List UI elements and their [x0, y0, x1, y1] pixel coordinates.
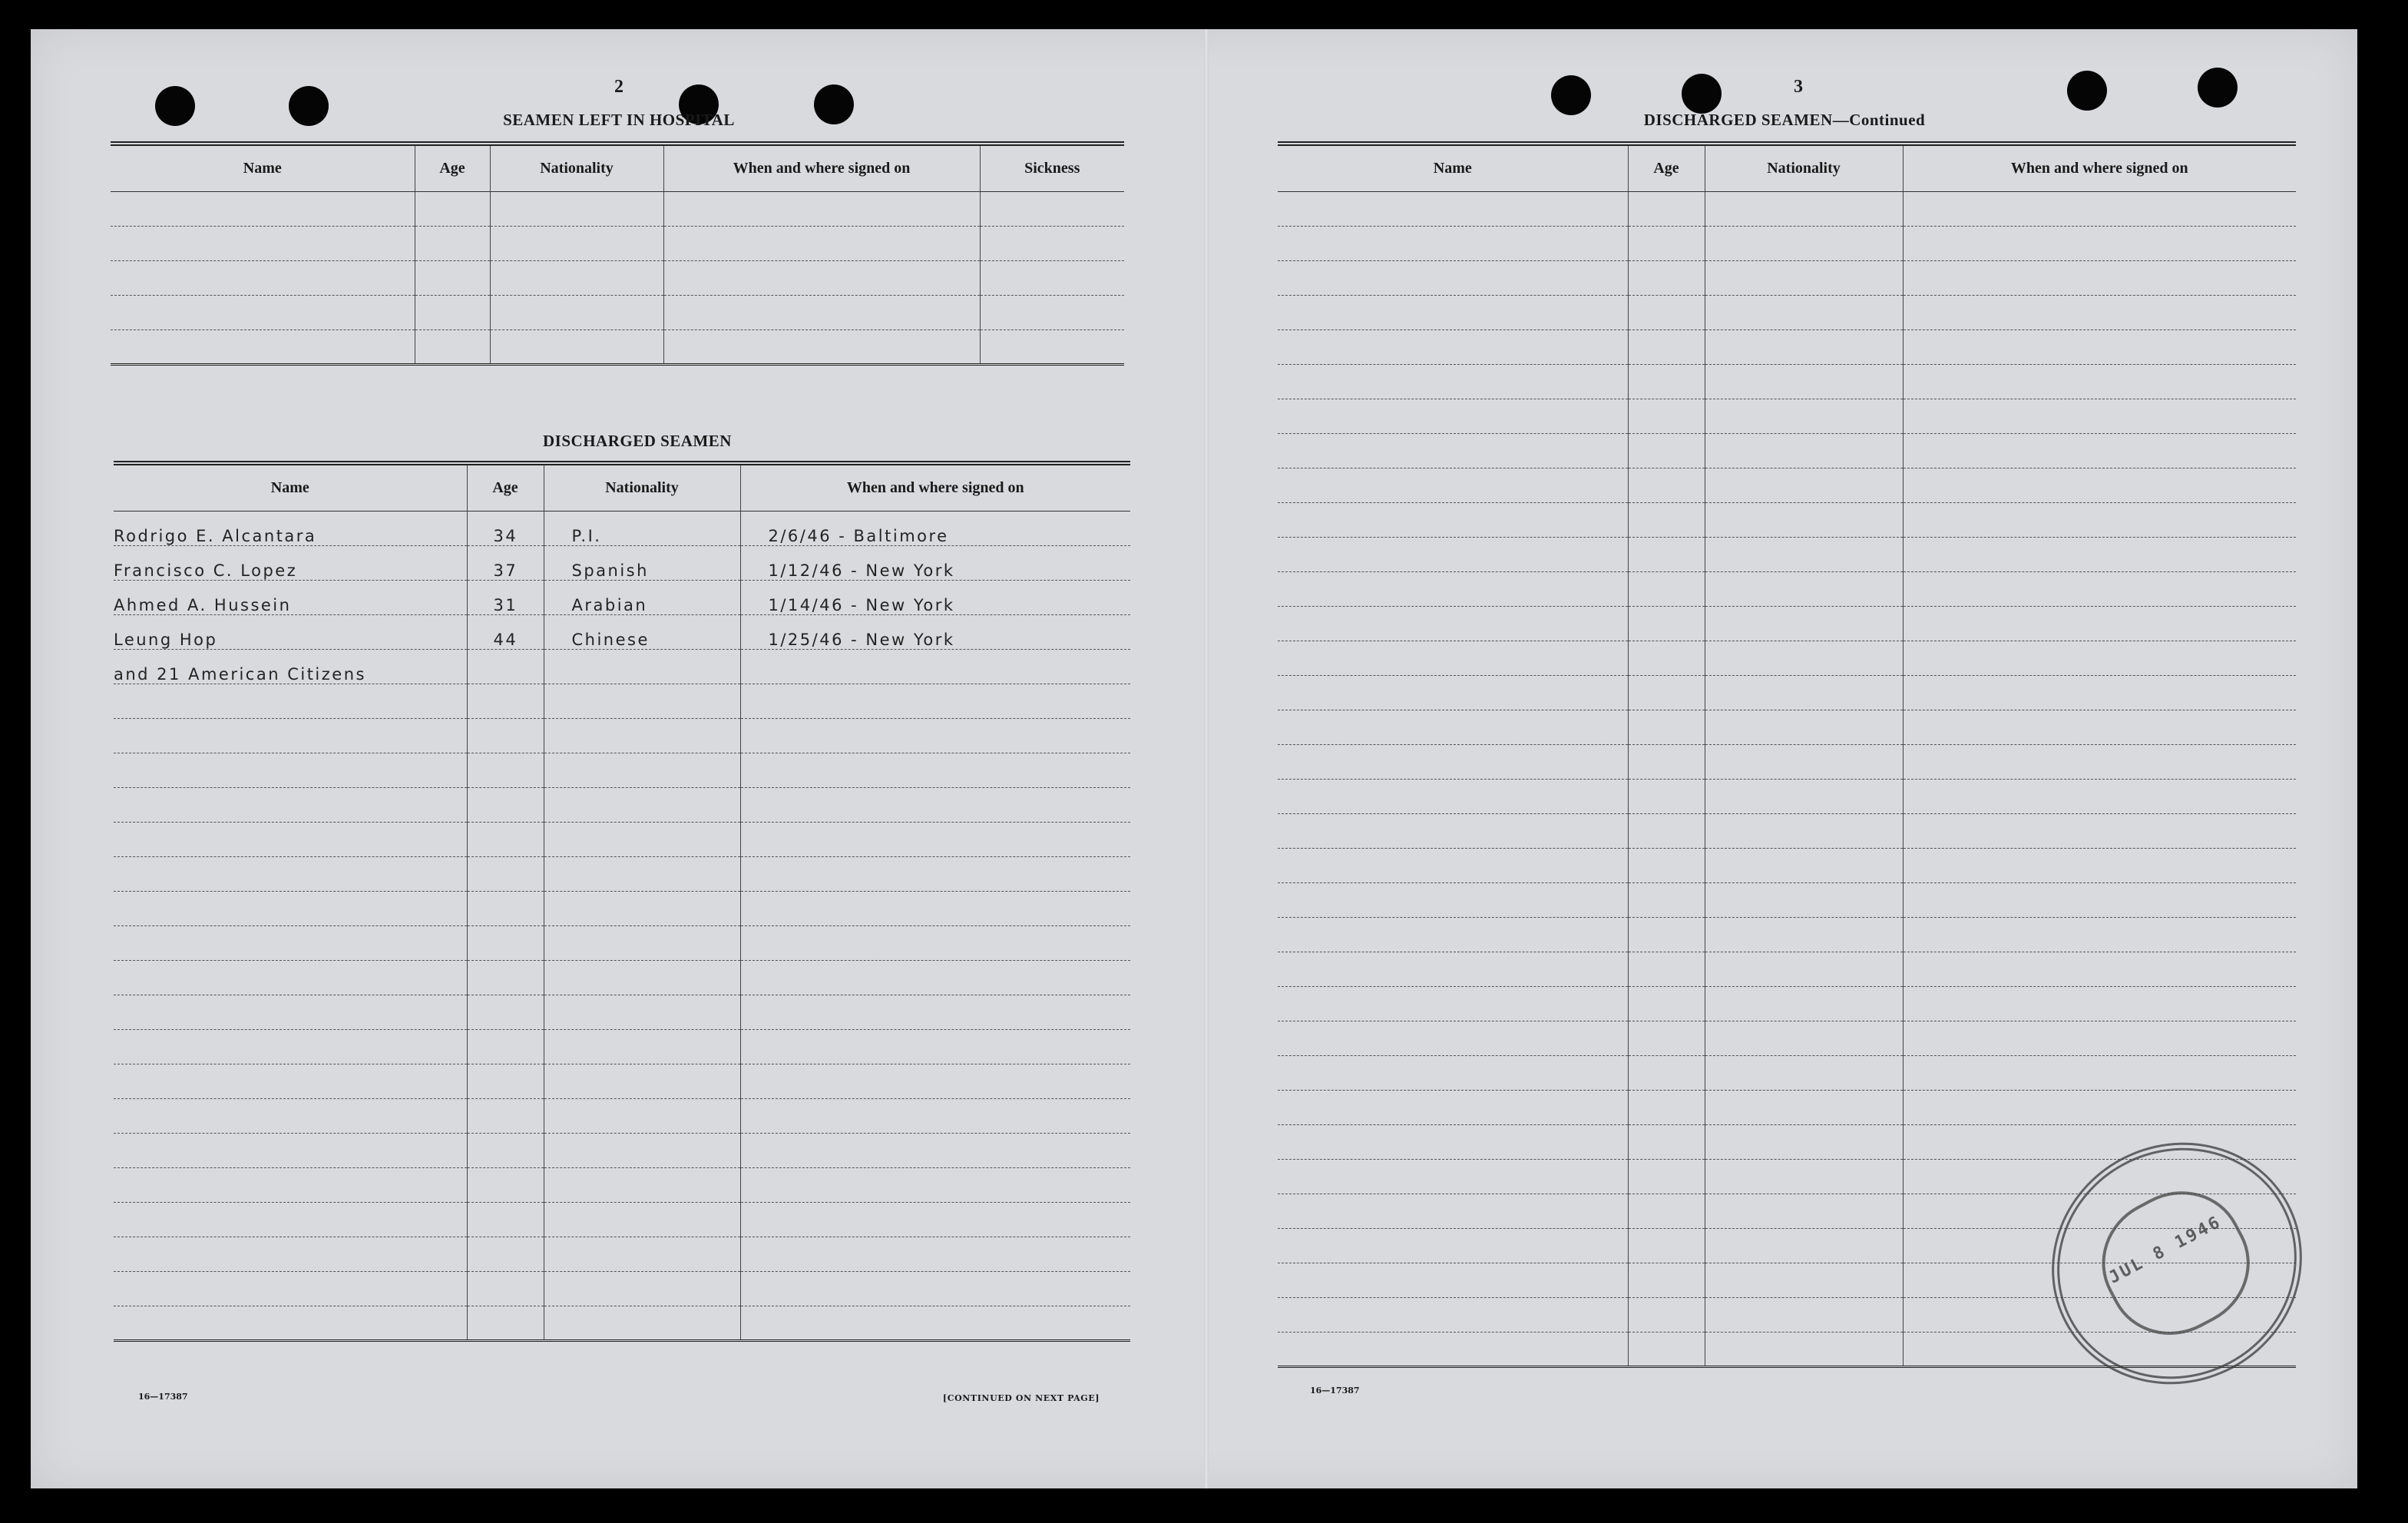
- seaman-signed-on: 1/12/46 - New York: [740, 545, 1130, 580]
- column-header-name: Name: [114, 463, 467, 511]
- table-row: [114, 545, 1130, 580]
- table-row: [1278, 986, 2296, 1021]
- table-row: [114, 684, 1130, 718]
- column-header-signed-on: When and where signed on: [740, 463, 1130, 511]
- seaman-nationality: Arabian: [544, 580, 740, 614]
- table-row: [114, 649, 1130, 684]
- table-row: [114, 1133, 1130, 1167]
- table-row: [1278, 364, 2296, 399]
- table-row: [1278, 848, 2296, 882]
- seaman-nationality: Spanish: [544, 545, 740, 580]
- table-row: [114, 1098, 1130, 1133]
- column-header-name: Name: [1278, 144, 1628, 191]
- discharged-section-title: DISCHARGED SEAMEN: [543, 432, 732, 450]
- table-row: [111, 191, 1124, 226]
- discharged-continued-title-main: DISCHARGED SEAMEN: [1643, 111, 1833, 129]
- discharged-continued-title: [1554, 111, 2015, 130]
- right-form-number: 16—17387: [1310, 1386, 1360, 1396]
- stamp-date: JUL 8 1946: [2105, 1212, 2225, 1288]
- table-row: [1278, 468, 2296, 502]
- table-row: [114, 1029, 1130, 1064]
- continued-note: [CONTINUED ON NEXT PAGE]: [942, 1393, 1100, 1403]
- table-row: [114, 753, 1130, 787]
- column-header-age: Age: [415, 144, 490, 191]
- column-header-sickness: Sickness: [980, 144, 1124, 191]
- table-row: [114, 1064, 1130, 1098]
- table-row: [1278, 1021, 2296, 1055]
- seaman-name: Francisco C. Lopez: [114, 545, 467, 580]
- seaman-name: Rodrigo E. Alcantara: [114, 511, 467, 545]
- right-page-number: 3: [1794, 77, 1803, 97]
- table-row: [114, 1202, 1130, 1237]
- punch-hole: [2198, 68, 2238, 108]
- table-row: [1278, 882, 2296, 917]
- seaman-signed-on: 2/6/46 - Baltimore: [740, 511, 1130, 545]
- table-row: [114, 1167, 1130, 1202]
- left-page-number: 2: [614, 77, 624, 97]
- page-fold: [1204, 29, 1209, 1488]
- punch-hole: [155, 86, 195, 126]
- column-header-signed-on: When and where signed on: [663, 144, 980, 191]
- seaman-age: 37: [467, 545, 544, 580]
- table-row: [111, 295, 1124, 329]
- table-row: [1278, 813, 2296, 848]
- table-row: [111, 260, 1124, 295]
- table-row: [114, 718, 1130, 753]
- hospital-section-title: SEAMEN LEFT IN HOSPITAL: [503, 111, 735, 129]
- table-row: [114, 580, 1130, 614]
- punch-hole: [2067, 71, 2107, 111]
- table-row: [114, 891, 1130, 925]
- discharged-table: [114, 461, 1130, 1342]
- seaman-nationality: P.I.: [544, 511, 740, 545]
- punch-hole: [1682, 74, 1722, 114]
- punch-hole: [1551, 75, 1591, 115]
- seaman-signed-on: 1/14/46 - New York: [740, 580, 1130, 614]
- table-row: [114, 856, 1130, 891]
- table-row: [114, 511, 1130, 545]
- hospital-table: [111, 141, 1124, 366]
- table-row: [1278, 779, 2296, 813]
- discharged-continued-title-suffix: —Continued: [1832, 111, 1926, 129]
- column-header-age: Age: [1628, 144, 1705, 191]
- table-row: [1278, 399, 2296, 433]
- seaman-age: 34: [467, 511, 544, 545]
- table-row: [111, 329, 1124, 364]
- table-row: [1278, 710, 2296, 744]
- column-header-nationality: Nationality: [544, 463, 740, 511]
- left-form-number: 16—17387: [138, 1392, 188, 1402]
- table-row: [1278, 502, 2296, 537]
- column-header-age: Age: [467, 463, 544, 511]
- table-row: [1278, 433, 2296, 468]
- seaman-name: and 21 American Citizens: [114, 649, 467, 684]
- table-row: [114, 995, 1130, 1029]
- table-row: [111, 226, 1124, 260]
- column-header-nationality: Nationality: [1705, 144, 1903, 191]
- table-row: [1278, 1090, 2296, 1124]
- table-row: [1278, 917, 2296, 952]
- table-row: [1278, 260, 2296, 295]
- table-row: [114, 614, 1130, 649]
- table-row: [1278, 1055, 2296, 1090]
- table-row: [114, 1306, 1130, 1340]
- table-row: [1278, 744, 2296, 779]
- table-row: [1278, 641, 2296, 675]
- stamp-inner-ring: [2080, 1169, 2272, 1357]
- seaman-signed-on: 1/25/46 - New York: [740, 614, 1130, 649]
- seaman-name: Ahmed A. Hussein: [114, 580, 467, 614]
- punch-hole: [289, 86, 329, 126]
- column-header-signed-on: When and where signed on: [1903, 144, 2296, 191]
- table-row: [1278, 329, 2296, 364]
- seaman-age: 44: [467, 614, 544, 649]
- column-header-name: Name: [111, 144, 415, 191]
- table-row: [1278, 191, 2296, 226]
- table-row: [1278, 952, 2296, 986]
- table-row: [1278, 571, 2296, 606]
- seaman-age: 31: [467, 580, 544, 614]
- seaman-nationality: Chinese: [544, 614, 740, 649]
- table-row: [114, 1237, 1130, 1271]
- table-row: [114, 822, 1130, 856]
- table-row: [114, 960, 1130, 995]
- table-row: [1278, 537, 2296, 571]
- table-row: [114, 787, 1130, 822]
- table-row: [1278, 295, 2296, 329]
- table-row: [1278, 226, 2296, 260]
- table-row: [114, 925, 1130, 960]
- seaman-name: Leung Hop: [114, 614, 467, 649]
- table-row: [1278, 675, 2296, 710]
- table-row: [114, 1271, 1130, 1306]
- table-row: [1278, 606, 2296, 641]
- column-header-nationality: Nationality: [490, 144, 663, 191]
